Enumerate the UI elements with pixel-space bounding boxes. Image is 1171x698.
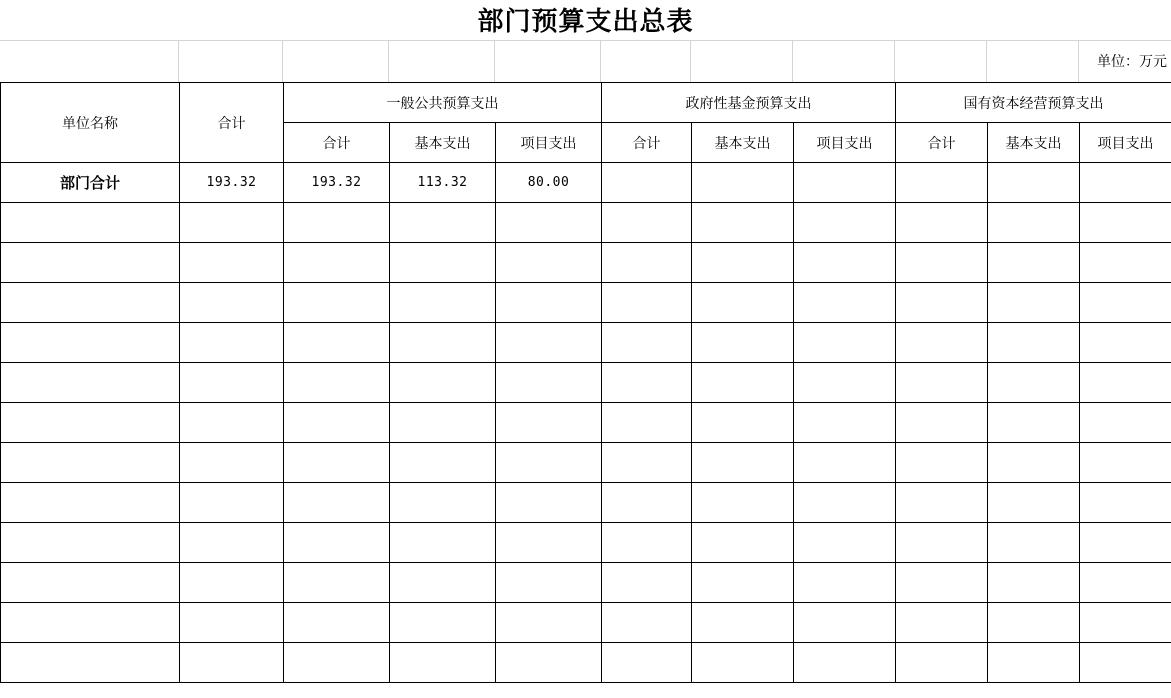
gridline <box>494 41 495 82</box>
empty-cell[interactable] <box>988 283 1080 323</box>
empty-cell[interactable] <box>692 243 794 283</box>
empty-cell[interactable] <box>1 403 180 443</box>
header-state-capital-basic[interactable]: 基本支出 <box>988 123 1080 163</box>
header-general-basic[interactable]: 基本支出 <box>390 123 496 163</box>
empty-cell[interactable] <box>390 243 496 283</box>
empty-cell[interactable] <box>496 643 602 683</box>
empty-cell[interactable] <box>496 483 602 523</box>
empty-row <box>1 363 1171 403</box>
empty-cell[interactable] <box>1080 243 1171 283</box>
empty-cell[interactable] <box>1080 483 1171 523</box>
gridline <box>282 41 283 82</box>
empty-cell[interactable] <box>390 283 496 323</box>
gridline <box>1078 41 1079 82</box>
gridline <box>792 41 793 82</box>
empty-row <box>1 563 1171 603</box>
empty-cell[interactable] <box>1080 283 1171 323</box>
cell-gov-fund-project[interactable] <box>794 163 896 203</box>
empty-row <box>1 443 1171 483</box>
header-general-project[interactable]: 项目支出 <box>496 123 602 163</box>
empty-cell[interactable] <box>180 203 284 243</box>
empty-cell[interactable] <box>602 203 692 243</box>
empty-cell[interactable] <box>1 283 180 323</box>
empty-row <box>1 203 1171 243</box>
cell-total[interactable]: 193.32 <box>180 163 284 203</box>
empty-cell[interactable] <box>794 243 896 283</box>
empty-cell[interactable] <box>1 243 180 283</box>
empty-cell[interactable] <box>496 443 602 483</box>
empty-cell[interactable] <box>1 363 180 403</box>
empty-cell[interactable] <box>602 443 692 483</box>
empty-cell[interactable] <box>692 203 794 243</box>
empty-cell[interactable] <box>896 643 988 683</box>
header-general-group[interactable]: 一般公共预算支出 <box>284 83 602 123</box>
empty-cell[interactable] <box>284 443 390 483</box>
empty-cell[interactable] <box>180 643 284 683</box>
empty-cell[interactable] <box>794 483 896 523</box>
empty-cell[interactable] <box>602 523 692 563</box>
empty-cell[interactable] <box>180 403 284 443</box>
empty-cell[interactable] <box>896 523 988 563</box>
empty-cell[interactable] <box>390 563 496 603</box>
empty-cell[interactable] <box>692 443 794 483</box>
header-row-1 <box>1 83 1171 123</box>
empty-row <box>1 283 1171 323</box>
empty-cell[interactable] <box>390 443 496 483</box>
empty-cell[interactable] <box>602 363 692 403</box>
empty-cell[interactable] <box>1080 203 1171 243</box>
cell-gov-fund-basic[interactable] <box>692 163 794 203</box>
empty-cell[interactable] <box>1080 323 1171 363</box>
header-state-capital-total[interactable]: 合计 <box>896 123 988 163</box>
empty-cell[interactable] <box>1080 643 1171 683</box>
empty-cell[interactable] <box>1080 563 1171 603</box>
empty-cell[interactable] <box>284 203 390 243</box>
empty-cell[interactable] <box>602 603 692 643</box>
empty-cell[interactable] <box>602 563 692 603</box>
empty-cell[interactable] <box>284 283 390 323</box>
empty-cell[interactable] <box>390 323 496 363</box>
empty-cell[interactable] <box>1 483 180 523</box>
empty-cell[interactable] <box>602 323 692 363</box>
empty-cell[interactable] <box>496 323 602 363</box>
empty-cell[interactable] <box>896 243 988 283</box>
empty-cell[interactable] <box>180 483 284 523</box>
empty-cell[interactable] <box>896 323 988 363</box>
empty-cell[interactable] <box>692 363 794 403</box>
gridline <box>388 41 389 82</box>
cell-general-total[interactable]: 193.32 <box>284 163 390 203</box>
empty-cell[interactable] <box>496 563 602 603</box>
empty-cell[interactable] <box>692 323 794 363</box>
header-state-capital-group[interactable]: 国有资本经营预算支出 <box>896 83 1171 123</box>
header-gov-fund-total[interactable]: 合计 <box>602 123 692 163</box>
empty-cell[interactable] <box>1 523 180 563</box>
empty-cell[interactable] <box>988 523 1080 563</box>
gridline <box>690 41 691 82</box>
empty-cell[interactable] <box>496 523 602 563</box>
empty-row <box>1 603 1171 643</box>
empty-cell[interactable] <box>794 643 896 683</box>
cell-gov-fund-total[interactable] <box>602 163 692 203</box>
empty-cell[interactable] <box>692 403 794 443</box>
empty-cell[interactable] <box>692 523 794 563</box>
empty-cell[interactable] <box>896 443 988 483</box>
empty-cell[interactable] <box>602 643 692 683</box>
empty-cell[interactable] <box>390 643 496 683</box>
empty-cell[interactable] <box>180 563 284 603</box>
unit-row <box>0 41 1171 82</box>
empty-cell[interactable] <box>496 283 602 323</box>
empty-cell[interactable] <box>1 323 180 363</box>
empty-cell[interactable] <box>896 563 988 603</box>
empty-cell[interactable] <box>180 243 284 283</box>
empty-cell[interactable] <box>180 523 284 563</box>
empty-cell[interactable] <box>692 563 794 603</box>
empty-cell[interactable] <box>390 603 496 643</box>
empty-cell[interactable] <box>496 363 602 403</box>
budget-table <box>0 82 1171 683</box>
empty-cell[interactable] <box>1 443 180 483</box>
cell-general-basic[interactable]: 113.32 <box>390 163 496 203</box>
empty-cell[interactable] <box>496 403 602 443</box>
gridline <box>600 41 601 82</box>
empty-cell[interactable] <box>794 563 896 603</box>
empty-row <box>1 523 1171 563</box>
empty-cell[interactable] <box>988 243 1080 283</box>
gridline <box>178 41 179 82</box>
empty-cell[interactable] <box>602 243 692 283</box>
header-general-total[interactable]: 合计 <box>284 123 390 163</box>
empty-cell[interactable] <box>794 443 896 483</box>
header-state-capital-project[interactable]: 项目支出 <box>1080 123 1171 163</box>
empty-cell[interactable] <box>794 203 896 243</box>
empty-cell[interactable] <box>988 363 1080 403</box>
empty-cell[interactable] <box>794 603 896 643</box>
empty-cell[interactable] <box>390 523 496 563</box>
empty-row <box>1 643 1171 683</box>
empty-cell[interactable] <box>284 483 390 523</box>
empty-cell[interactable] <box>602 483 692 523</box>
empty-cell[interactable] <box>1 203 180 243</box>
empty-cell[interactable] <box>1080 403 1171 443</box>
empty-cell[interactable] <box>284 603 390 643</box>
empty-cell[interactable] <box>180 283 284 323</box>
empty-cell[interactable] <box>1080 603 1171 643</box>
title-row <box>0 0 1171 41</box>
empty-cell[interactable] <box>794 323 896 363</box>
empty-cell[interactable] <box>390 483 496 523</box>
empty-row <box>1 483 1171 523</box>
empty-cell[interactable] <box>284 323 390 363</box>
empty-cell[interactable] <box>1080 443 1171 483</box>
cell-state-capital-project[interactable] <box>1080 163 1171 203</box>
empty-cell[interactable] <box>1080 523 1171 563</box>
empty-cell[interactable] <box>988 483 1080 523</box>
empty-cell[interactable] <box>988 203 1080 243</box>
empty-row <box>1 323 1171 363</box>
gridline <box>894 41 895 82</box>
empty-cell[interactable] <box>692 603 794 643</box>
empty-cell[interactable] <box>896 603 988 643</box>
empty-cell[interactable] <box>496 603 602 643</box>
cell-state-capital-total[interactable] <box>896 163 988 203</box>
empty-cell[interactable] <box>794 523 896 563</box>
empty-cell[interactable] <box>988 563 1080 603</box>
empty-cell[interactable] <box>896 403 988 443</box>
empty-cell[interactable] <box>180 443 284 483</box>
page-title: 部门预算支出总表 <box>477 7 694 37</box>
unit-label: 单位：万元 <box>1097 54 1167 70</box>
empty-cell[interactable] <box>284 523 390 563</box>
header-gov-fund-group[interactable]: 政府性基金预算支出 <box>602 83 896 123</box>
empty-cell[interactable] <box>180 363 284 403</box>
empty-cell[interactable] <box>180 603 284 643</box>
empty-cell[interactable] <box>896 363 988 403</box>
empty-cell[interactable] <box>896 203 988 243</box>
empty-cell[interactable] <box>496 203 602 243</box>
cell-general-project[interactable]: 80.00 <box>496 163 602 203</box>
empty-cell[interactable] <box>284 643 390 683</box>
cell-row-name[interactable]: 部门合计 <box>1 163 180 203</box>
empty-cell[interactable] <box>988 323 1080 363</box>
empty-cell[interactable] <box>988 643 1080 683</box>
empty-cell[interactable] <box>602 283 692 323</box>
empty-cell[interactable] <box>1080 363 1171 403</box>
empty-cell[interactable] <box>692 643 794 683</box>
empty-cell[interactable] <box>284 403 390 443</box>
empty-cell[interactable] <box>390 403 496 443</box>
empty-cell[interactable] <box>794 403 896 443</box>
empty-cell[interactable] <box>496 243 602 283</box>
empty-cell[interactable] <box>1 563 180 603</box>
empty-cell[interactable] <box>794 283 896 323</box>
empty-cell[interactable] <box>896 483 988 523</box>
header-unit-name[interactable]: 单位名称 <box>1 83 180 163</box>
empty-cell[interactable] <box>794 363 896 403</box>
empty-cell[interactable] <box>180 323 284 363</box>
cell-state-capital-basic[interactable] <box>988 163 1080 203</box>
empty-cell[interactable] <box>692 283 794 323</box>
empty-row <box>1 403 1171 443</box>
header-total[interactable]: 合计 <box>180 83 284 163</box>
empty-cell[interactable] <box>1 603 180 643</box>
data-row-department-total <box>1 163 1171 203</box>
empty-cell[interactable] <box>896 283 988 323</box>
empty-cell[interactable] <box>1 643 180 683</box>
empty-cell[interactable] <box>692 483 794 523</box>
empty-cell[interactable] <box>284 563 390 603</box>
empty-cell[interactable] <box>284 243 390 283</box>
empty-cell[interactable] <box>988 603 1080 643</box>
empty-cell[interactable] <box>390 203 496 243</box>
empty-cell[interactable] <box>988 403 1080 443</box>
empty-cell[interactable] <box>390 363 496 403</box>
empty-row <box>1 243 1171 283</box>
empty-cell[interactable] <box>988 443 1080 483</box>
gridline <box>986 41 987 82</box>
empty-cell[interactable] <box>602 403 692 443</box>
header-gov-fund-project[interactable]: 项目支出 <box>794 123 896 163</box>
header-gov-fund-basic[interactable]: 基本支出 <box>692 123 794 163</box>
empty-cell[interactable] <box>284 363 390 403</box>
